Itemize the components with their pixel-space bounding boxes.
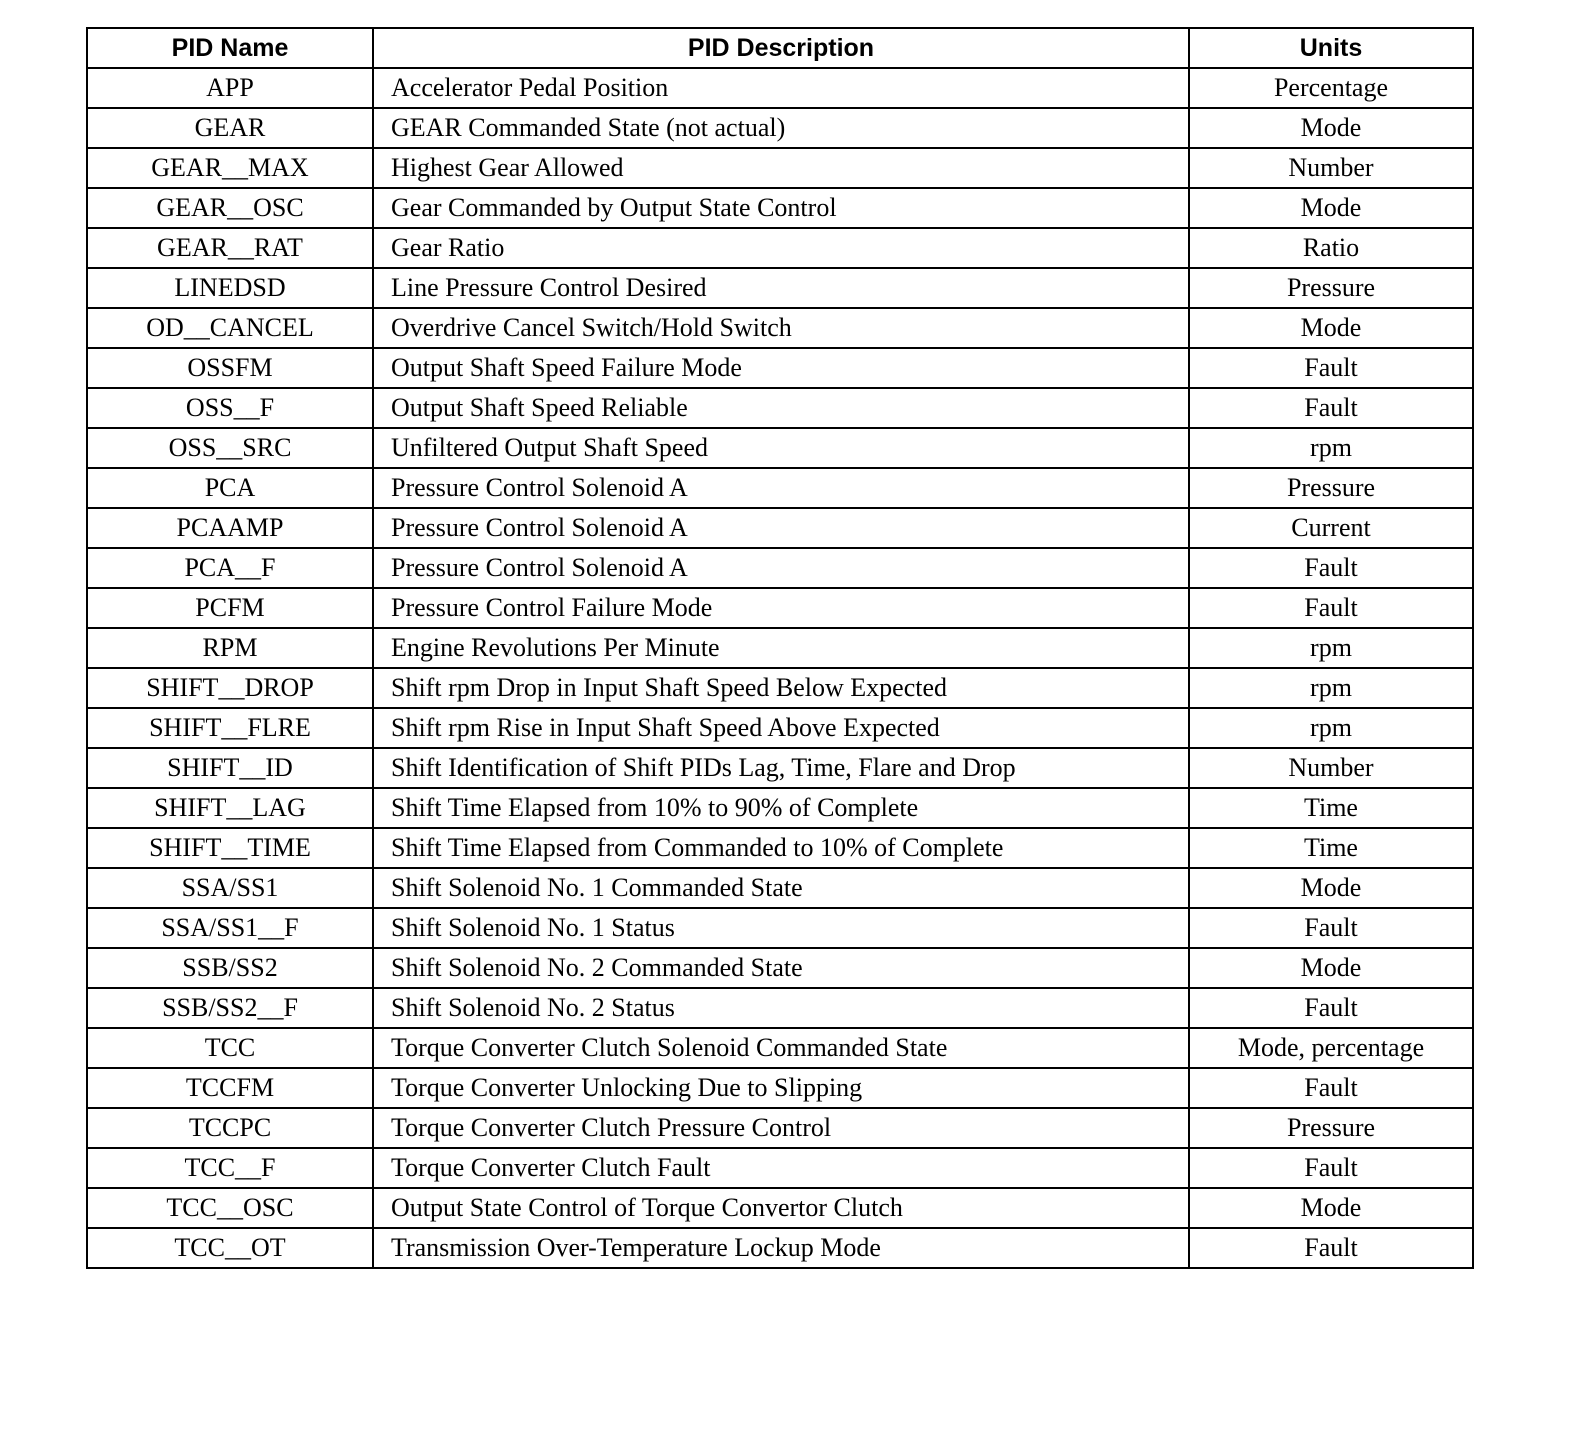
table-row <box>87 508 1473 548</box>
units-cell: Fault <box>1189 908 1473 948</box>
pid-description-cell: Transmission Over-Temperature Lockup Mode <box>373 1228 1189 1268</box>
table-row <box>87 228 1473 268</box>
units-cell: rpm <box>1189 628 1473 668</box>
units-cell: Ratio <box>1189 228 1473 268</box>
table-row <box>87 748 1473 788</box>
pid-name-cell: SHIFT__FLRE <box>87 708 373 748</box>
pid-description-cell: Overdrive Cancel Switch/Hold Switch <box>373 308 1189 348</box>
pid-name-cell: GEAR__RAT <box>87 228 373 268</box>
pid-description-cell: Torque Converter Unlocking Due to Slipping <box>373 1068 1189 1108</box>
pid-name-cell: TCC__OSC <box>87 1188 373 1228</box>
pid-name-cell: GEAR__MAX <box>87 148 373 188</box>
units-cell: Number <box>1189 148 1473 188</box>
pid-name-cell: RPM <box>87 628 373 668</box>
units-cell: Current <box>1189 508 1473 548</box>
table-row <box>87 1108 1473 1148</box>
pid-name-cell: PCFM <box>87 588 373 628</box>
units-cell: Mode <box>1189 948 1473 988</box>
pid-description-cell: Shift Solenoid No. 2 Status <box>373 988 1189 1028</box>
units-cell: Pressure <box>1189 268 1473 308</box>
pid-description-cell: Unfiltered Output Shaft Speed <box>373 428 1189 468</box>
pid-description-cell: Highest Gear Allowed <box>373 148 1189 188</box>
table-row <box>87 1028 1473 1068</box>
pid-name-cell: OSSFM <box>87 348 373 388</box>
table-row <box>87 908 1473 948</box>
pid-name-cell: OSS__SRC <box>87 428 373 468</box>
pid-name-cell: SSA/SS1__F <box>87 908 373 948</box>
pid-name-cell: TCC__F <box>87 1148 373 1188</box>
pid-name-cell: LINEDSD <box>87 268 373 308</box>
units-cell: Pressure <box>1189 1108 1473 1148</box>
pid-description-cell: Engine Revolutions Per Minute <box>373 628 1189 668</box>
pid-description-cell: Pressure Control Failure Mode <box>373 588 1189 628</box>
table-row <box>87 708 1473 748</box>
table-row <box>87 948 1473 988</box>
units-cell: Mode <box>1189 308 1473 348</box>
pid-description-cell: Shift Identification of Shift PIDs Lag, Time, Flare and Drop <box>373 748 1189 788</box>
table-body <box>87 68 1473 1268</box>
header-row <box>87 28 1473 68</box>
pid-name-cell: TCCFM <box>87 1068 373 1108</box>
pid-name-cell: OSS__F <box>87 388 373 428</box>
units-cell: Fault <box>1189 1148 1473 1188</box>
pid-name-cell: SSB/SS2__F <box>87 988 373 1028</box>
units-cell: Fault <box>1189 1228 1473 1268</box>
table-row <box>87 108 1473 148</box>
pid-name-cell: GEAR <box>87 108 373 148</box>
table-row <box>87 268 1473 308</box>
pid-description-cell: Torque Converter Clutch Solenoid Commanded State <box>373 1028 1189 1068</box>
units-cell: Fault <box>1189 388 1473 428</box>
pid-name-cell: SHIFT__TIME <box>87 828 373 868</box>
pid-name-cell: PCA__F <box>87 548 373 588</box>
pid-description-cell: Shift Time Elapsed from 10% to 90% of Complete <box>373 788 1189 828</box>
pid-description-cell: Shift Solenoid No. 1 Commanded State <box>373 868 1189 908</box>
units-cell: Percentage <box>1189 68 1473 108</box>
pid-name-cell: APP <box>87 68 373 108</box>
pid-name-cell: SHIFT__LAG <box>87 788 373 828</box>
units-cell: Fault <box>1189 348 1473 388</box>
units-cell: Fault <box>1189 1068 1473 1108</box>
pid-name-cell: GEAR__OSC <box>87 188 373 228</box>
pid-description-cell: Output Shaft Speed Reliable <box>373 388 1189 428</box>
units-cell: rpm <box>1189 668 1473 708</box>
pid-description-cell: Pressure Control Solenoid A <box>373 508 1189 548</box>
header-units: Units <box>1189 28 1473 68</box>
table-row <box>87 388 1473 428</box>
units-cell: Time <box>1189 828 1473 868</box>
pid-name-cell: PCA <box>87 468 373 508</box>
table-header <box>87 28 1473 68</box>
table-row <box>87 348 1473 388</box>
units-cell: Fault <box>1189 548 1473 588</box>
table-row <box>87 548 1473 588</box>
pid-description-cell: Accelerator Pedal Position <box>373 68 1189 108</box>
units-cell: Mode <box>1189 108 1473 148</box>
pid-name-cell: SHIFT__ID <box>87 748 373 788</box>
table-row <box>87 188 1473 228</box>
table-row <box>87 1148 1473 1188</box>
table-row <box>87 1188 1473 1228</box>
units-cell: rpm <box>1189 428 1473 468</box>
table-row <box>87 868 1473 908</box>
units-cell: Mode, percentage <box>1189 1028 1473 1068</box>
units-cell: Fault <box>1189 988 1473 1028</box>
pid-name-cell: TCC <box>87 1028 373 1068</box>
units-cell: Pressure <box>1189 468 1473 508</box>
pid-name-cell: SHIFT__DROP <box>87 668 373 708</box>
pid-name-cell: OD__CANCEL <box>87 308 373 348</box>
header-pid-description: PID Description <box>373 28 1189 68</box>
table-row <box>87 628 1473 668</box>
units-cell: Fault <box>1189 588 1473 628</box>
pid-description-cell: Pressure Control Solenoid A <box>373 468 1189 508</box>
table-row <box>87 68 1473 108</box>
pid-description-cell: Gear Ratio <box>373 228 1189 268</box>
table-row <box>87 668 1473 708</box>
units-cell: Mode <box>1189 868 1473 908</box>
pid-description-cell: Torque Converter Clutch Pressure Control <box>373 1108 1189 1148</box>
units-cell: rpm <box>1189 708 1473 748</box>
units-cell: Mode <box>1189 188 1473 228</box>
pid-description-cell: Shift rpm Rise in Input Shaft Speed Above Expected <box>373 708 1189 748</box>
units-cell: Number <box>1189 748 1473 788</box>
pid-description-cell: Pressure Control Solenoid A <box>373 548 1189 588</box>
pid-description-cell: GEAR Commanded State (not actual) <box>373 108 1189 148</box>
table-row <box>87 428 1473 468</box>
pid-description-cell: Line Pressure Control Desired <box>373 268 1189 308</box>
pid-description-cell: Output Shaft Speed Failure Mode <box>373 348 1189 388</box>
units-cell: Time <box>1189 788 1473 828</box>
table-row <box>87 1068 1473 1108</box>
table-row <box>87 148 1473 188</box>
pid-description-cell: Shift Solenoid No. 2 Commanded State <box>373 948 1189 988</box>
pid-table <box>86 27 1474 1269</box>
table-row <box>87 828 1473 868</box>
table-row <box>87 1228 1473 1268</box>
pid-name-cell: SSB/SS2 <box>87 948 373 988</box>
header-pid-name: PID Name <box>87 28 373 68</box>
pid-description-cell: Shift Time Elapsed from Commanded to 10% of Complete <box>373 828 1189 868</box>
pid-description-cell: Shift Solenoid No. 1 Status <box>373 908 1189 948</box>
pid-description-cell: Shift rpm Drop in Input Shaft Speed Below Expected <box>373 668 1189 708</box>
pid-name-cell: PCAAMP <box>87 508 373 548</box>
pid-description-cell: Gear Commanded by Output State Control <box>373 188 1189 228</box>
pid-name-cell: SSA/SS1 <box>87 868 373 908</box>
table-row <box>87 468 1473 508</box>
table-row <box>87 988 1473 1028</box>
table-row <box>87 588 1473 628</box>
pid-name-cell: TCC__OT <box>87 1228 373 1268</box>
pid-description-cell: Output State Control of Torque Convertor Clutch <box>373 1188 1189 1228</box>
units-cell: Mode <box>1189 1188 1473 1228</box>
pid-description-cell: Torque Converter Clutch Fault <box>373 1148 1189 1188</box>
table-row <box>87 308 1473 348</box>
table-row <box>87 788 1473 828</box>
pid-name-cell: TCCPC <box>87 1108 373 1148</box>
